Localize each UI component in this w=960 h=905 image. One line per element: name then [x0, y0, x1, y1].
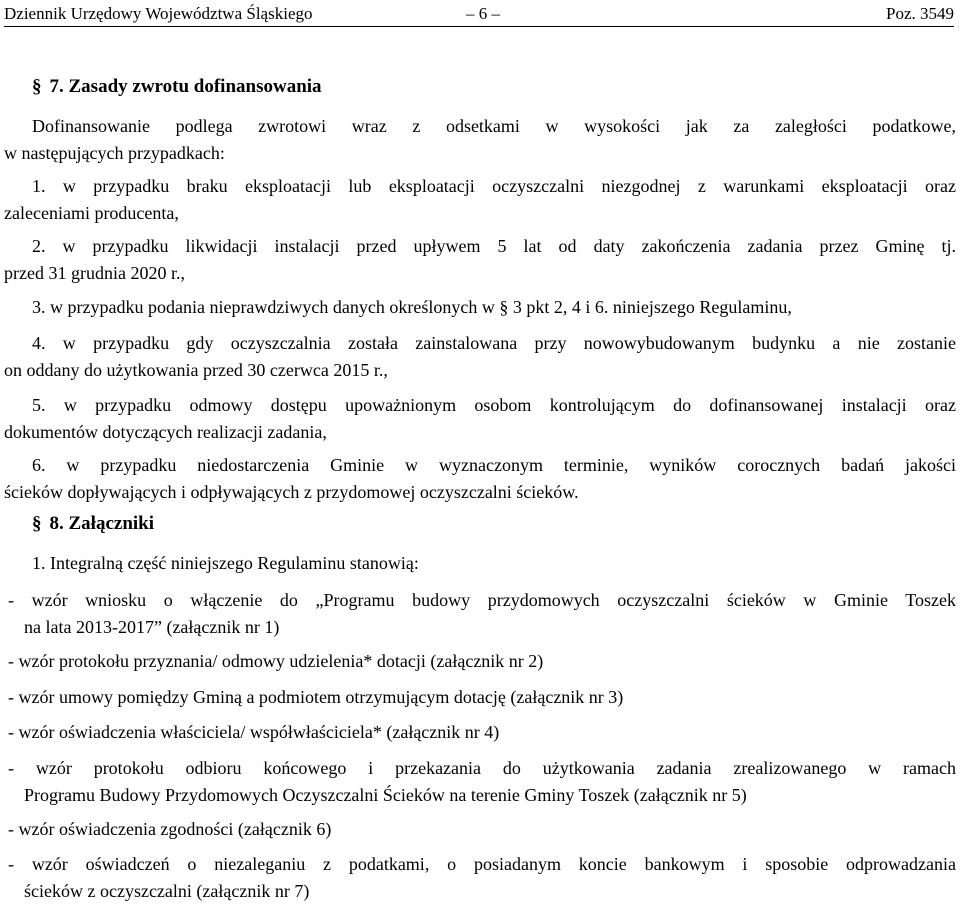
- item-4-line-2: on oddany do użytkowania przed 30 czerwca 2015 r.,: [4, 360, 388, 380]
- attachment-1-line-1: - wzór wniosku o włączenie do „Programu budowy przydomowych oczyszczalni ścieków w Gminie Toszek: [8, 590, 956, 610]
- item-2-line-2: przed 31 grudnia 2020 r.,: [4, 263, 185, 283]
- item-1-line-1: 1. w przypadku braku eksploatacji lub eksploatacji oczyszczalni niezgodnej z warunkami eksploatacji oraz: [32, 176, 956, 196]
- section-8-intro: [4, 550, 956, 577]
- attachment-7-line-2: ścieków z oczyszczalni (załącznik nr 7): [24, 881, 310, 901]
- item-5-line-2: dokumentów dotyczących realizacji zadania,: [4, 422, 327, 442]
- attachment-1-line-2: na lata 2013-2017” (załącznik nr 1): [24, 617, 280, 637]
- item-2-line-1: 2. w przypadku likwidacji instalacji przed upływem 5 lat od daty zakończenia zadania przez Gminę tj.: [32, 236, 956, 256]
- attachment-5-line-2: Programu Budowy Przydomowych Oczyszczalni Ścieków na terenie Gminy Toszek (załącznik nr 5): [24, 785, 747, 805]
- attachment-5-line-1: - wzór protokołu odbioru końcowego i przekazania do użytkowania zadania zrealizowanego w ramach: [8, 758, 956, 778]
- section-7-heading: [32, 76, 322, 98]
- attachment-4-line-1: - wzór oświadczenia właściciela/ współwłaściciela* (załącznik nr 4): [8, 722, 500, 742]
- list-item: [8, 684, 956, 711]
- section-8-title: 8. Załączniki: [49, 513, 155, 534]
- journal-title: Dziennik Urzędowy Województwa Śląskiego: [4, 4, 313, 23]
- section-8-intro-text: 1. Integralną część niniejszego Regulaminu stanowią:: [32, 553, 419, 573]
- list-item: [4, 233, 956, 287]
- attachment-7-line-1: - wzór oświadczeń o niezaleganiu z podatkami, o posiadanym koncie bankowym i sposobie odprowadzania: [8, 854, 956, 874]
- list-item: [4, 392, 956, 446]
- attachment-3-line-1: - wzór umowy pomiędzy Gminą a podmiotem otrzymującym dotację (załącznik nr 3): [8, 687, 624, 707]
- list-item: [8, 648, 956, 675]
- attachment-2-line-1: - wzór protokołu przyznania/ odmowy udzielenia* dotacji (załącznik nr 2): [8, 651, 544, 671]
- item-5-line-1: 5. w przypadku odmowy dostępu upoważnionym osobom kontrolującym do dofinansowanej instalacji oraz: [32, 395, 956, 415]
- page-header: [4, 4, 954, 27]
- list-item: [4, 173, 956, 227]
- list-item: [8, 755, 956, 809]
- list-item: [8, 587, 956, 641]
- item-6-line-1: 6. w przypadku niedostarczenia Gminie w wyznaczonym terminie, wyników corocznych badań jakości: [32, 455, 956, 475]
- list-item: [8, 816, 956, 843]
- list-item: [4, 330, 956, 384]
- section-7-intro: [4, 113, 956, 167]
- item-3-line-1: 3. w przypadku podania nieprawdziwych danych określonych w § 3 pkt 2, 4 i 6. niniejszego Regulaminu,: [32, 297, 792, 317]
- list-item: [8, 719, 956, 746]
- position-number: Poz. 3549: [886, 4, 954, 23]
- intro-line-1: Dofinansowanie podlega zwrotowi wraz z odsetkami w wysokości jak za zaległości podatkowe,: [32, 116, 956, 136]
- list-item: [4, 294, 956, 321]
- section-symbol: §: [32, 76, 42, 97]
- item-1-line-2: zaleceniami producenta,: [4, 203, 179, 223]
- intro-line-2: w następujących przypadkach:: [4, 143, 225, 163]
- section-symbol: §: [32, 513, 42, 534]
- item-6-line-2: ścieków dopływających i odpływających z przydomowej oczyszczalni ścieków.: [4, 482, 579, 502]
- section-8-heading: [32, 513, 154, 535]
- list-item: [8, 851, 956, 905]
- attachment-6-line-1: - wzór oświadczenia zgodności (załącznik 6): [8, 819, 332, 839]
- list-item: [4, 452, 956, 506]
- item-4-line-1: 4. w przypadku gdy oczyszczalnia została zainstalowana przy nowowybudowanym budynku a nie zostanie: [32, 333, 956, 353]
- page-number: – 6 –: [466, 4, 500, 23]
- section-7-title: 7. Zasady zwrotu dofinansowania: [49, 76, 322, 97]
